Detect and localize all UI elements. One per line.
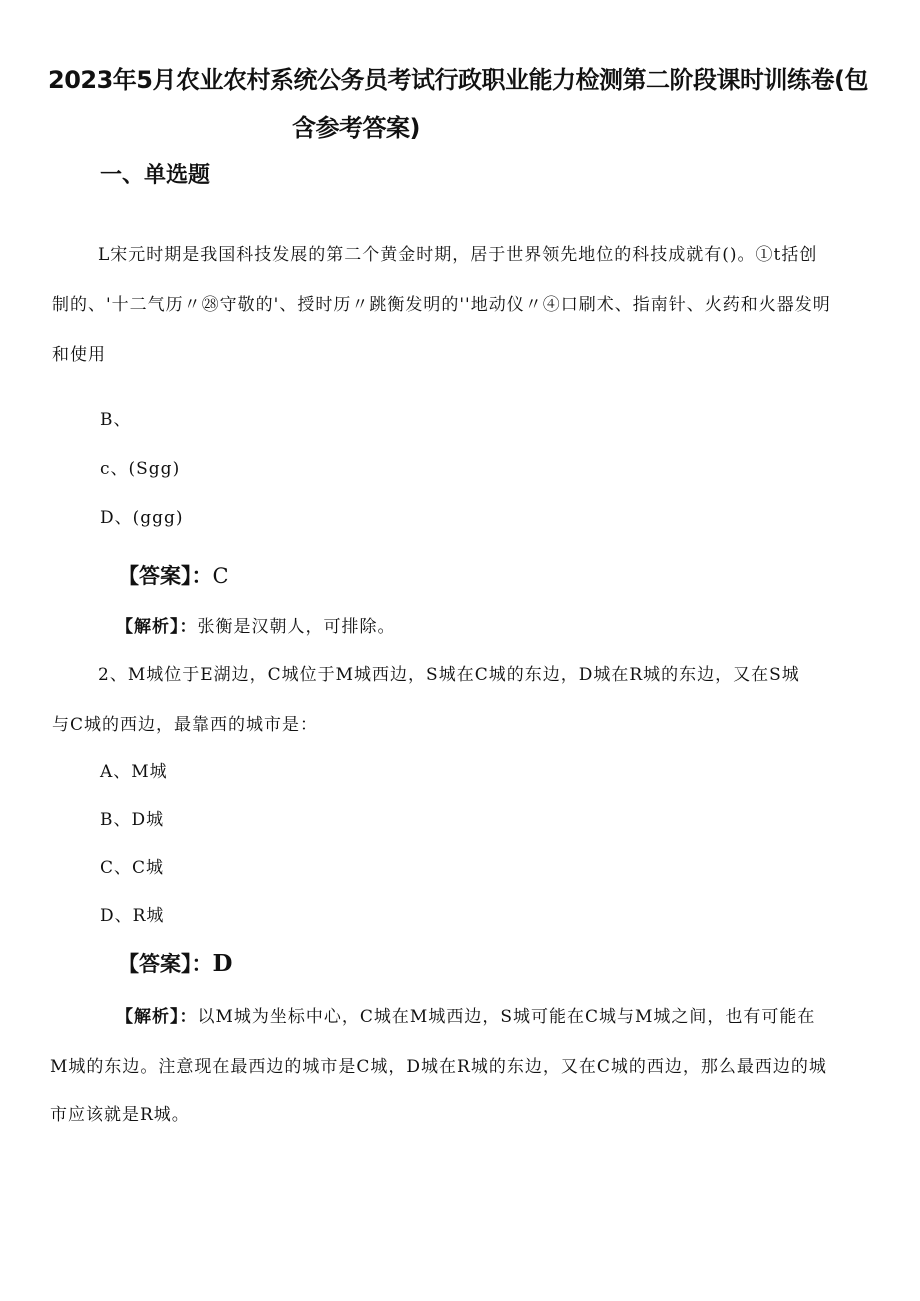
q2-answer-value: D xyxy=(212,950,233,977)
q1-option-d: D、(ggg) xyxy=(100,508,184,528)
q1-stem-line1: L宋元时期是我国科技发展的第二个黄金时期，居于世界领先地位的科技成就有()。①t括创 xyxy=(98,245,818,265)
q2-answer-label: 【答案】： xyxy=(118,952,213,976)
q2-option-d: D、R城 xyxy=(100,906,165,926)
q2-analysis-line3: 市应该就是R城。 xyxy=(50,1105,190,1125)
q2-option-b: B、D城 xyxy=(100,810,165,830)
q2-option-c: C、C城 xyxy=(100,858,165,878)
q2-analysis-text-line1: 以M城为坐标中心，C城在M城西边，S城可能在C城与M城之间，也有可能在 xyxy=(197,1007,816,1027)
q2-analysis-line1 xyxy=(116,1002,815,1027)
document-title-line2: 含参考答案) xyxy=(292,114,420,142)
q1-option-b: B、 xyxy=(100,410,132,430)
q1-analysis-text: 张衡是汉朝人，可排除。 xyxy=(197,617,396,637)
q2-stem-line1: 2、M城位于E湖边，C城位于M城西边，S城在C城的东边，D城在R城的东边，又在S城 xyxy=(98,665,800,685)
q2-analysis-label: 【解析】： xyxy=(116,1007,198,1027)
q1-option-c: c、(Sgg) xyxy=(100,459,181,479)
q1-analysis-label: 【解析】： xyxy=(116,617,198,637)
q1-answer xyxy=(118,560,229,590)
section-heading: 一、单选题 xyxy=(100,163,211,188)
q2-stem-line2: 与C城的西边，最靠西的城市是： xyxy=(52,715,319,735)
q2-analysis-line2: M城的东边。注意现在最西边的城市是C城，D城在R城的东边，又在C城的西边，那么最西边的城 xyxy=(50,1057,827,1077)
q2-option-a: A、M城 xyxy=(100,762,168,782)
q1-analysis xyxy=(116,612,396,637)
q1-answer-value: C xyxy=(212,564,229,588)
q1-stem-line2: 制的、'十二气历〃㉘守敬的'、授时历〃跳衡发明的''地动仪〃④口刷术、指南针、火药和火器发明 xyxy=(52,295,831,315)
q1-answer-label: 【答案】： xyxy=(118,564,213,588)
q1-stem-line3: 和使用 xyxy=(52,345,106,365)
document-title-line1: 2023年5月农业农村系统公务员考试行政职业能力检测第二阶段课时训练卷(包 xyxy=(48,66,868,94)
q2-answer xyxy=(118,948,232,978)
